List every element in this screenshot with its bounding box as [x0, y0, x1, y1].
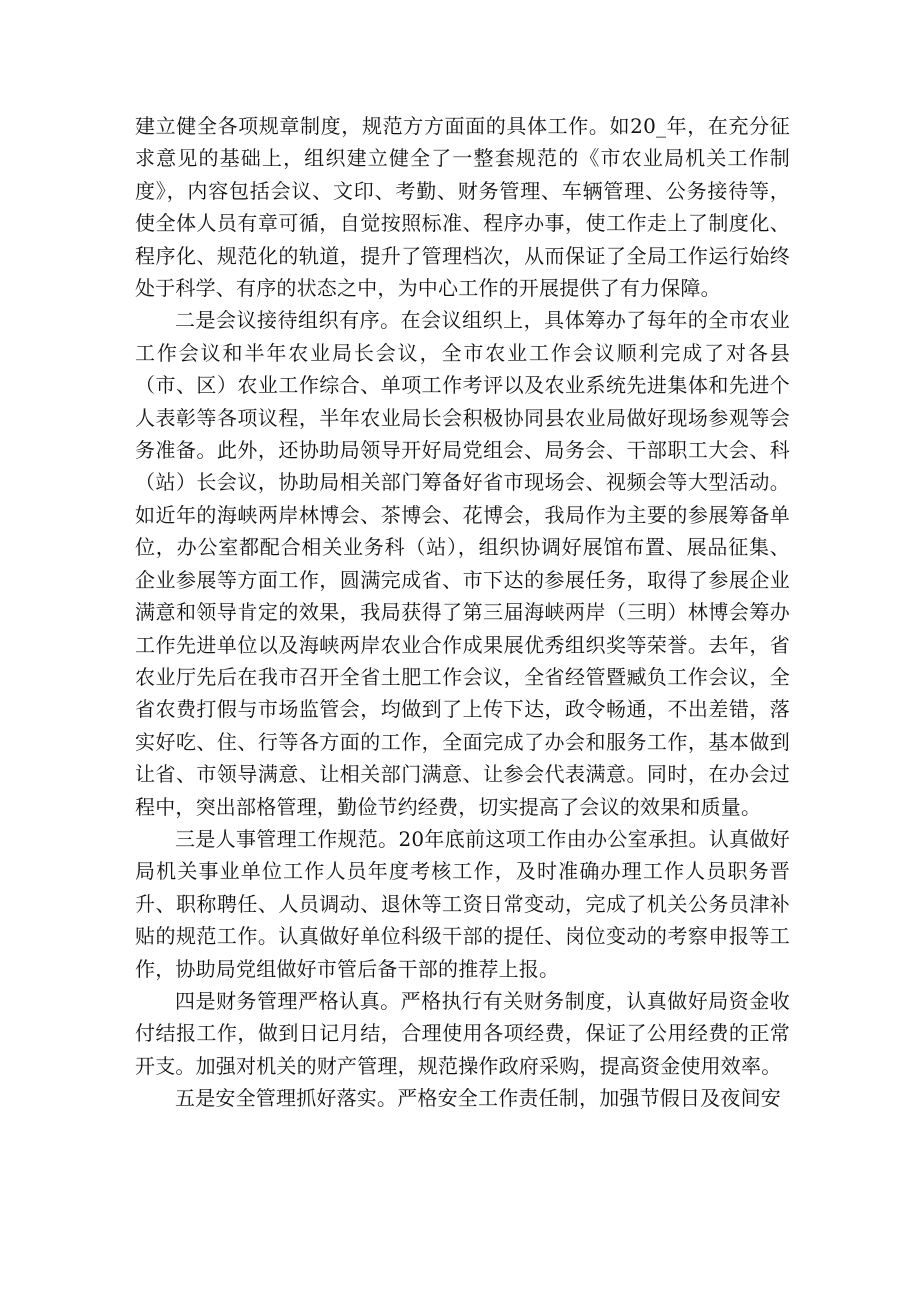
paragraph-meeting-reception: 二是会议接待组织有序。在会议组织上，具体筹办了每年的全市农业工作会议和半年农业局长会议，全市农业工作会议顺利完成了对各县（市、区）农业工作综合、单项工作考评以及农业系统先进集体和先进个人表彰等各项议程，半年农业局长会积极协同县农业局做好现场参观等会务准备。此外，还协助局领导开好局党组会、局务会、干部职工大会、科（站）长会议，协助局相关部门筹备好省市现场会、视频会等大型活动。如近年的海峡两岸林博会、茶博会、花博会，我局作为主要的参展筹备单位，办公室都配合相关业务科（站），组织协调好展馆布置、展品征集、企业参展等方面工作，圆满完成省、市下达的参展任务，取得了参展企业满意和领导肯定的效果，我局获得了第三届海峡两岸（三明）林博会筹办工作先进单位以及海峡两岸农业合作成果展优秀组织奖等荣誉。去年，省农业厅先后在我市召开全省土肥工作会议，全省经管暨臧负工作会议，全省农费打假与市场监管会，均做到了上传下达，政令畅通，不出差错，落实好吃、住、行等各方面的工作，全面完成了办会和服务工作，基本做到让省、市领导满意、让相关部门满意、让参会代表满意。同时，在办会过程中，突出部格管理，勤俭节约经费，切实提高了会议的效果和质量。	[135, 308, 790, 819]
paragraph-personnel-management: 三是人事管理工作规范。20年底前这项工作由办公室承担。认真做好局机关事业单位工作人员年度考核工作，及时准确办理工作人员职务晋升、职称聘任、人员调动、退休等工资日常变动，完成了机关公务员津补贴的规范工作。认真做好单位科级干部的提任、岗位变动的考察申报等工作，协助局党组做好市管后备干部的推荐上报。	[135, 826, 790, 981]
paragraph-financial-management: 四是财务管理严格认真。严格执行有关财务制度，认真做好局资金收付结报工作，做到日记月结，合理使用各项经费，保证了公用经费的正常开支。加强对机关的财产管理，规范操作政府采购，提高资金使用效率。	[135, 988, 790, 1078]
paragraph-regulations: 建立健全各项规章制度，规范方方面面的具体工作。如20_年，在充分征求意见的基础上，组织建立健全了一整套规范的《市农业局机关工作制度》，内容包括会议、文印、考勤、财务管理、车辆管理、公务接待等，使全体人员有章可循，自觉按照标准、程序办事，使工作走上了制度化、程序化、规范化的轨道，提升了管理档次，从而保证了全局工作运行始终处于科学、有序的状态之中，为中心工作的开展提供了有力保障。	[135, 114, 790, 301]
paragraph-safety-management: 五是安全管理抓好落实。严格安全工作责任制，加强节假日及夜间安	[175, 1086, 781, 1111]
document-body	[135, 110, 790, 1115]
